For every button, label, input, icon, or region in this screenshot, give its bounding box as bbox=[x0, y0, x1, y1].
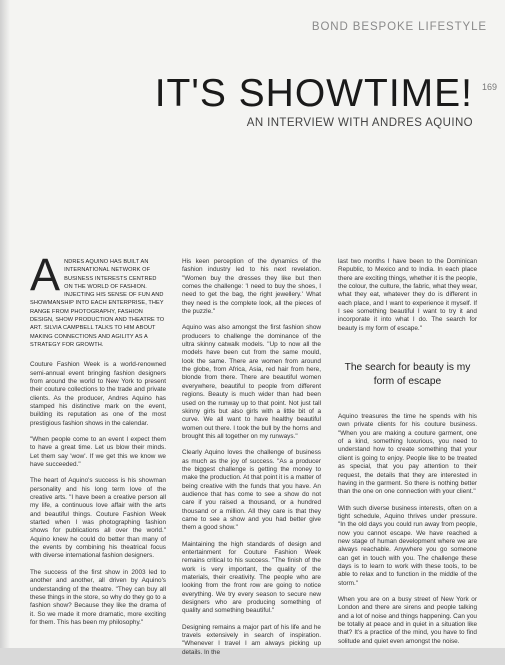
body-paragraph: "When people come to an event I expect them to have a great time. Let us blow their minds. Let them say 'wow'. If we get this we know we have succeeded." bbox=[30, 436, 166, 469]
article-intro bbox=[30, 249, 166, 349]
body-paragraph: Couture Fashion Week is a world-renowned semi-annual event bringing fashion designers from around the world to New York to present their couture collections to the trade and private clients. As the producer, Andres Aquino has stamped his distinctive mark on the event, building its reputation as one of the most prestigious fashion shows in the calendar. bbox=[30, 361, 166, 427]
article-column-3 bbox=[338, 258, 477, 654]
body-paragraph: The success of the first show in 2003 led to another and another, all driven by Aquino's understanding of the theatre. "They can buy all these things in the store, so why do they go to a fashion show? Because they like the drama of it. So we made it more dramatic, more exciting for them. This has been my philosophy." bbox=[30, 568, 166, 626]
pull-quote: The search for beauty is my form of escape bbox=[344, 362, 471, 388]
page-gutter-shadow bbox=[0, 0, 10, 648]
article-column-1 bbox=[30, 249, 166, 635]
body-paragraph: last two months I have been to the Dominican Republic, to Mexico and to India. In each place there are exciting things, whether it is the people, the colour, the culture, the fabric, what they wear, what they eat, whatever they do is different in each place, and I want to experience it myself. If I see something beautiful I want to try it and incorporate it into what I do. The search for beauty is my form of escape." bbox=[338, 258, 477, 332]
body-paragraph: When you are on a busy street of New York or London and there are sirens and people talking and a lot of noise and things happening. Can you be totally at peace and in quiet in a situation like that? It's a practice of the mind, you have to find solitude and quiet even amongst the noise. bbox=[338, 595, 477, 645]
page-number: 169 bbox=[481, 82, 497, 92]
body-paragraph: The heart of Aquino's success is his showman personality and his long term love of the creative arts. "I have been a creative person all my life, a continuous love affair with the arts and beautiful things. Couture Fashion Week started when I was photographing fashion shows for publications all over the world." Aquino knew he could do better than many of the events by combining his theatrical focus with diverse international fashion designers. bbox=[30, 477, 166, 560]
body-paragraph: With such diverse business interests, often on a tight schedule, Aquino thrives under pressure. "In the old days you could run away from people, now you cannot escape. We have reached a new stage of human development where we are always reachable. Anywhere you go someone can get in touch with you. The challenge these days is to learn to work with these tools, to be able to relax and to function in the middle of the storm." bbox=[338, 504, 477, 587]
article-title: IT'S SHOWTIME! bbox=[154, 72, 473, 115]
article-column-2 bbox=[182, 258, 321, 665]
drop-cap: A bbox=[30, 249, 61, 300]
body-paragraph: Aquino was also amongst the first fashion show producers to challenge the dominance of the ultra skinny catwalk models. "Up to now all the models have been cut from the same mould, look the same. There are women from around the globe, from Africa, Asia, red hair from here, blonde from there. There are beautiful women everywhere, beautiful to people from different regions. Beauty is much wider than had been used on the runway up to that point. Not just tall skinny girls but also girls with a little bit of a curve. We all want to have healthy beautiful women out there. I took the bull by the horns and brought this all together on my runways." bbox=[182, 324, 321, 440]
magazine-brand: BOND BESPOKE LIFESTYLE bbox=[311, 21, 487, 33]
body-paragraph: His keen perception of the dynamics of the fashion industry led to his next revelation. "Women buy the dresses they like but then comes the challenge: 'I need to buy the shoes, I need to get the bag, the right jewellery.' What they need is the complete look, all the pieces of the puzzle." bbox=[182, 258, 321, 316]
body-paragraph: Designing remains a major part of his life and he travels extensively in search of inspiration. "Whenever I travel I am always picking up details. In the bbox=[182, 623, 321, 656]
article-subtitle: AN INTERVIEW WITH ANDRES AQUINO bbox=[246, 117, 473, 129]
intro-text: NDRES AQUINO HAS BUILT AN INTERNATIONAL NETWORK OF BUSINESS INTERESTS CENTRED ON THE WORLD OF FASHION. INJECTING HIS SENSE OF FUN AND SHOWMANSHIP INTO EACH ENTERPRISE, THEY RANGE FROM PHOTOGRAPHY, FASHION DESIGN, SHOW PRODUCTION AND THEATRE TO ART. SILVIA CAMPBELL TALKS TO HIM ABOUT MAKING CONNECTIONS AND AGILITY AS A STRATEGY FOR GROWTH. bbox=[30, 259, 165, 348]
body-paragraph: Aquino treasures the time he spends with his own private clients for his couture business. "When you are making a couture garment, one of a kind, something luxurious, you need to understand how to create something that your client is going to enjoy. People like to be treated as special, that you pay attention to their request, the details that they are interested in having in the garment. So there is nothing better than the one on one connection with your client." bbox=[338, 413, 477, 496]
body-paragraph: Maintaining the high standards of design and entertainment for Couture Fashion Week remains critical to his success. "The finish of the work is very important, the quality of the materials, their creativity. The people who are looking from the front row are going to notice everything. We try every season to secure new designers who are producing something of quality and something beautiful." bbox=[182, 540, 321, 615]
body-paragraph: Clearly Aquino loves the challenge of business as much as the joy of success. "As a producer the biggest challenge is getting the money to make the production. At that point it is a matter of being creative with the funds that you have. An audience that has come to see a show do not care if you raised a thousand, or a hundred thousand or a million. All they care is that they came to see a show and you had better give them a good show." bbox=[182, 449, 321, 532]
